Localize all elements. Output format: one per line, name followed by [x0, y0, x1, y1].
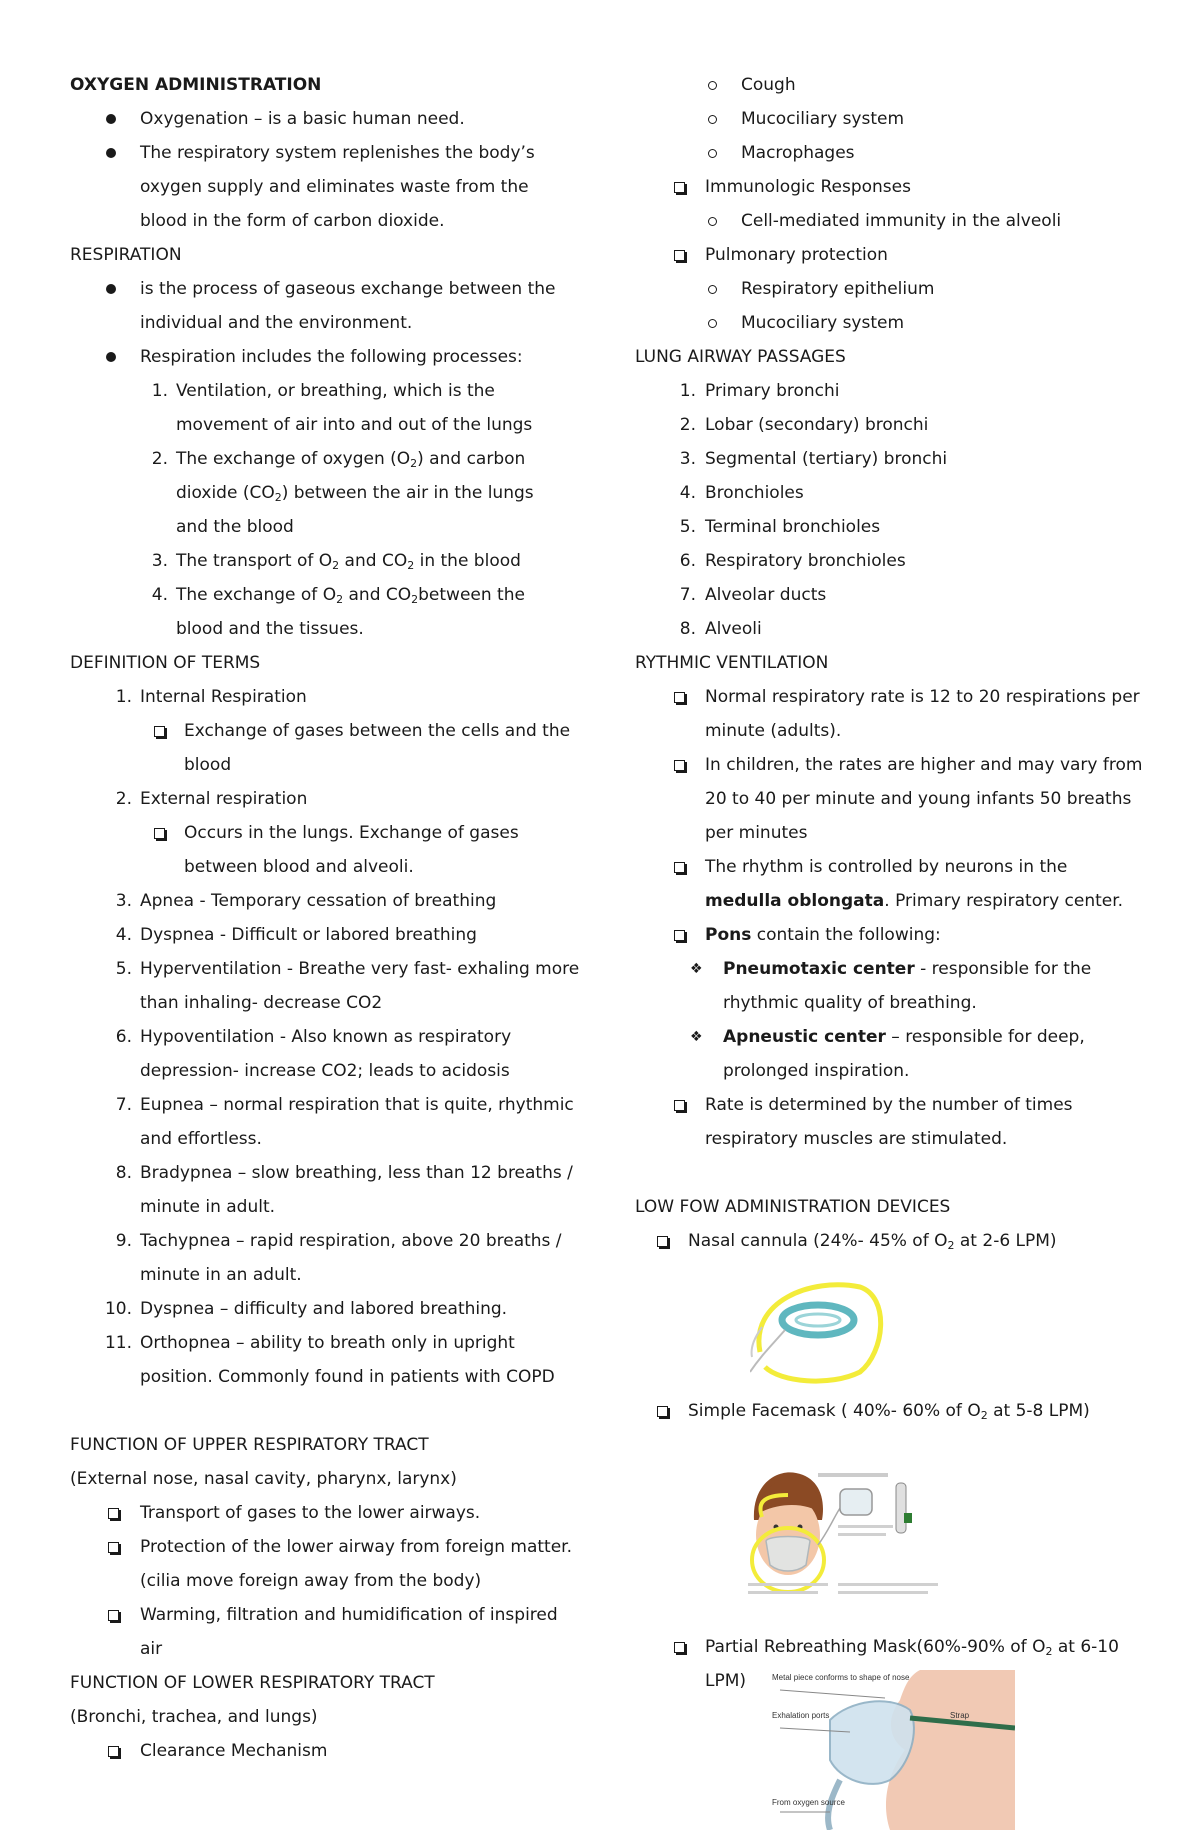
list-item-continued: blood in the form of carbon dioxide.: [140, 211, 445, 231]
numbered-item: 6. Hypoventilation - Also known as respiratory: [115, 1027, 512, 1047]
box-bullet-icon: [674, 250, 685, 261]
cannula-loop: [782, 1305, 854, 1335]
cannula-prongs: [796, 1314, 840, 1326]
box-bullet-icon: [108, 1746, 119, 1757]
numbered-item: 7. Eupnea – normal respiration that is quite, rhythmic: [115, 1095, 574, 1115]
list-item-continued: individual and the environment.: [140, 313, 413, 333]
checkbox-item: In children, the rates are higher and may vary from: [635, 748, 1155, 782]
label-oxygen-source: From oxygen source: [772, 1798, 845, 1807]
checkbox-item: Pons contain the following:: [635, 918, 1155, 952]
checkbox-item: Protection of the lower airway from foreign matter.: [70, 1530, 590, 1564]
caption-line: [748, 1583, 828, 1586]
checkbox-item-continued: minute (adults).: [705, 721, 842, 741]
checkbox-item-continued: per minutes: [705, 823, 808, 843]
numbered-item-continued: dioxide $(CO_2)$ between the air in the lungs: [176, 483, 534, 504]
numbered-item-continued: depression- increase CO2; leads to acidosis: [140, 1061, 510, 1081]
subheading-lower-tract: (Bronchi, trachea, and lungs): [70, 1707, 318, 1727]
circle-item: Cough: [635, 68, 1155, 102]
bullet-icon: [106, 114, 116, 124]
circle-bullet-icon: [708, 217, 717, 226]
diamond-bullet-icon: ❖: [690, 961, 703, 977]
right-column: [635, 68, 1155, 1698]
numbered-item-continued: and the blood: [176, 517, 294, 537]
numbered-item: 3. Apnea - Temporary cessation of breathing: [115, 891, 497, 911]
circle-item: Mucociliary system: [635, 102, 1155, 136]
diamond-item: ❖ Pneumotaxic center - responsible for the: [635, 952, 1155, 986]
checkbox-item: Warming, filtration and humidification of inspired: [70, 1598, 590, 1632]
nasal-cannula-image: [750, 1272, 885, 1387]
box-bullet-icon: [154, 726, 165, 737]
list-item: The respiratory system replenishes the body’s: [70, 136, 590, 170]
mask: [766, 1537, 810, 1572]
box-bullet-icon: [674, 760, 685, 771]
caption-line: [748, 1591, 818, 1594]
checkbox-item: Clearance Mechanism: [70, 1734, 590, 1768]
box-bullet-icon: [108, 1610, 119, 1621]
heading-lower-tract: FUNCTION OF LOWER RESPIRATORY TRACT: [70, 1673, 435, 1693]
label-exhalation-ports: Exhalation ports: [772, 1711, 830, 1720]
numbered-item: 2. The exchange of oxygen $(O_2)$ and carbon: [151, 449, 526, 470]
circle-bullet-icon: [708, 81, 717, 90]
partial-rebreathing-mask-image: [770, 1670, 1015, 1830]
checkbox-item-continued: 20 to 40 per minute and young infants 50 breaths: [705, 789, 1132, 809]
numbered-item-continued: movement of air into and out of the lungs: [176, 415, 533, 435]
checkbox-item-continued: blood: [184, 755, 232, 775]
box-bullet-icon: [657, 1406, 668, 1417]
caption-line: [838, 1533, 886, 1536]
checkbox-item-continued: (cilia move foreign away from the body): [140, 1571, 482, 1591]
numbered-item-continued: blood and the tissues.: [176, 619, 364, 639]
checkbox-item: Normal respiratory rate is 12 to 20 respirations per: [635, 680, 1155, 714]
box-bullet-icon: [657, 1236, 668, 1247]
caption-line: [838, 1525, 893, 1528]
checkbox-item: Immunologic Responses: [635, 170, 1155, 204]
heading-oxygen-administration: OXYGEN ADMINISTRATION: [70, 75, 322, 95]
box-bullet-icon: [674, 182, 685, 193]
numbered-item: 8. Bradypnea – slow breathing, less than 12 breaths /: [115, 1163, 573, 1183]
checkbox-item: Simple Facemask ( 40%- 60% of $O_2$ at 5-8 LPM): [635, 1394, 1155, 1428]
checkbox-item: The rhythm is controlled by neurons in the: [635, 850, 1155, 884]
diamond-item-continued: prolonged inspiration.: [723, 1061, 910, 1081]
numbered-item: 1. Internal Respiration: [115, 687, 307, 707]
box-bullet-icon: [108, 1508, 119, 1519]
box-bullet-icon: [154, 828, 165, 839]
subheading-upper-tract: (External nose, nasal cavity, pharynx, larynx): [70, 1469, 457, 1489]
simple-facemask-image: [748, 1465, 948, 1615]
checkbox-item: Transport of gases to the lower airways.: [70, 1496, 590, 1530]
numbered-item-continued: and effortless.: [140, 1129, 262, 1149]
heading-low-flow-devices: LOW FOW ADMINISTRATION DEVICES: [635, 1197, 951, 1217]
numbered-item: 5. Hyperventilation - Breathe very fast- exhaling more: [115, 959, 580, 979]
numbered-item: 3. Segmental (tertiary) bronchi: [679, 449, 948, 469]
flowmeter-knob: [904, 1513, 912, 1523]
bullet-icon: [106, 284, 116, 294]
box-bullet-icon: [674, 1642, 685, 1653]
numbered-item: 4. The exchange of $O_2$ and $CO_2between$ the: [151, 585, 525, 606]
caption-line: [818, 1473, 888, 1477]
numbered-item: 7. Alveolar ducts: [679, 585, 827, 605]
circle-item: Macrophages: [635, 136, 1155, 170]
checkbox-item: Nasal cannula (24%- 45% of $O_2$ at 2-6 LPM): [635, 1224, 1155, 1258]
checkbox-item-continued: respiratory muscles are stimulated.: [705, 1129, 1008, 1149]
label-strap: Strap: [950, 1711, 970, 1720]
list-item-continued: oxygen supply and eliminates waste from the: [140, 177, 529, 197]
checkbox-item-continued: LPM): [705, 1671, 747, 1691]
heading-lung-airway: LUNG AIRWAY PASSAGES: [635, 347, 846, 367]
box-bullet-icon: [674, 930, 685, 941]
box-bullet-icon: [674, 862, 685, 873]
checkbox-item-continued: medulla oblongata. Primary respiratory center.: [705, 891, 1124, 911]
circle-bullet-icon: [708, 285, 717, 294]
numbered-item: 1. Ventilation, or breathing, which is the: [151, 381, 495, 401]
caption-line: [838, 1583, 938, 1586]
diamond-bullet-icon: ❖: [690, 1029, 703, 1045]
numbered-item: 2. External respiration: [115, 789, 308, 809]
numbered-item-continued: minute in an adult.: [140, 1265, 302, 1285]
numbered-item-continued: minute in adult.: [140, 1197, 276, 1217]
circle-bullet-icon: [708, 115, 717, 124]
checkbox-item-continued: between blood and alveoli.: [184, 857, 414, 877]
mask-side-view: [840, 1489, 872, 1515]
flowmeter: [896, 1483, 906, 1533]
numbered-item: 5. Terminal bronchioles: [679, 517, 881, 537]
left-column: [70, 68, 590, 1768]
diamond-item-continued: rhythmic quality of breathing.: [723, 993, 977, 1013]
numbered-item: 8. Alveoli: [679, 619, 762, 639]
heading-upper-tract: FUNCTION OF UPPER RESPIRATORY TRACT: [70, 1435, 429, 1455]
checkbox-item: Exchange of gases between the cells and the: [70, 714, 590, 748]
bullet-icon: [106, 352, 116, 362]
numbered-item: 3. The transport of $O_2$ and $CO_2$ in the blood: [151, 551, 521, 572]
circle-item: Respiratory epithelium: [635, 272, 1155, 306]
numbered-item-continued: than inhaling- decrease CO2: [140, 993, 383, 1013]
heading-definition-of-terms: DEFINITION OF TERMS: [70, 653, 261, 673]
checkbox-item: Pulmonary protection: [635, 238, 1155, 272]
spacer: [70, 1394, 590, 1428]
box-bullet-icon: [108, 1542, 119, 1553]
numbered-item: 9. Tachypnea – rapid respiration, above 20 breaths /: [115, 1231, 562, 1251]
circle-bullet-icon: [708, 149, 717, 158]
numbered-item: 11. Orthopnea – ability to breath only in upright: [104, 1333, 515, 1353]
numbered-item: 1. Primary bronchi: [679, 381, 840, 401]
list-item: is the process of gaseous exchange between the: [70, 272, 590, 306]
circle-item: Cell-mediated immunity in the alveoli: [635, 204, 1155, 238]
numbered-item: 2. Lobar (secondary) bronchi: [679, 415, 929, 435]
image-space: [635, 1258, 1155, 1394]
numbered-item: 6. Respiratory bronchioles: [679, 551, 906, 571]
box-bullet-icon: [674, 1100, 685, 1111]
numbered-item-continued: position. Commonly found in patients with COPD: [140, 1367, 555, 1387]
checkbox-item: Occurs in the lungs. Exchange of gases: [70, 816, 590, 850]
spacer: [635, 1156, 1155, 1190]
circle-bullet-icon: [708, 319, 717, 328]
numbered-item: 4. Bronchioles: [679, 483, 804, 503]
list-item: Respiration includes the following processes:: [70, 340, 590, 374]
caption-line: [838, 1591, 928, 1594]
heading-respiration: RESPIRATION: [70, 245, 182, 265]
checkbox-item: Rate is determined by the number of times: [635, 1088, 1155, 1122]
bullet-icon: [106, 148, 116, 158]
checkbox-item: Partial Rebreathing Mask(60%-90% of $O_2$ at 6-10: [635, 1630, 1155, 1664]
numbered-item: 4. Dyspnea - Difficult or labored breathing: [115, 925, 477, 945]
heading-rhythmic-ventilation: RYTHMIC VENTILATION: [635, 653, 829, 673]
checkbox-item-continued: air: [140, 1639, 163, 1659]
list-item: Oxygenation – is a basic human need.: [70, 102, 590, 136]
box-bullet-icon: [674, 692, 685, 703]
label-metal-piece: Metal piece conforms to shape of nose: [772, 1673, 910, 1682]
numbered-item: 10. Dyspnea – difficulty and labored breathing.: [104, 1299, 508, 1319]
circle-item: Mucociliary system: [635, 306, 1155, 340]
diamond-item: ❖ Apneustic center – responsible for deep,: [635, 1020, 1155, 1054]
